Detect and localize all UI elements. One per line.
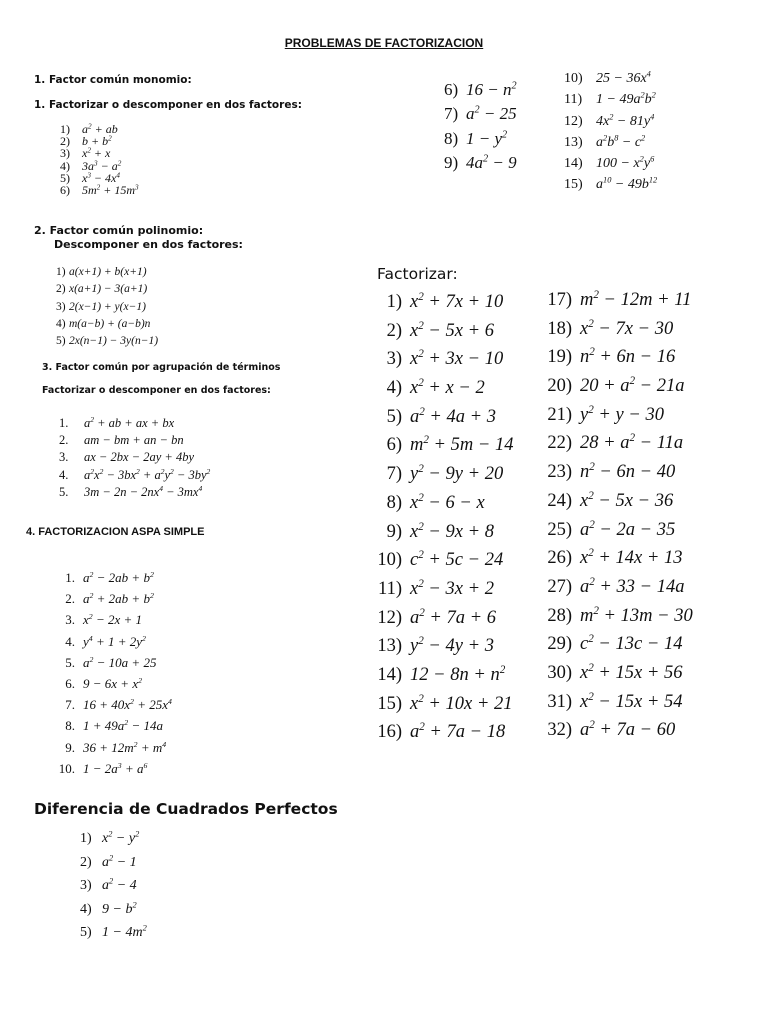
item-number: 13) <box>564 134 583 150</box>
item-number: 27) <box>547 576 572 597</box>
list-item <box>530 630 693 659</box>
list-item <box>80 898 147 922</box>
item-expression: $a^2 - 25$ <box>466 104 517 124</box>
item-number: 8) <box>386 492 402 513</box>
item-expression: $a^2b^8 - c^2$ <box>596 133 646 150</box>
item-number: 3. <box>59 450 69 465</box>
list-item <box>530 401 693 430</box>
item-number: 15) <box>377 693 402 714</box>
item-expression: $9 - 6x + x^2$ <box>83 675 142 691</box>
item-number: 4) <box>56 317 66 330</box>
list-item <box>530 458 693 487</box>
list-item <box>80 921 147 945</box>
list-item <box>360 690 514 719</box>
item-number: 30) <box>547 662 572 683</box>
list-item <box>444 102 517 126</box>
item-number: 15) <box>564 177 583 193</box>
item-number: 6) <box>444 80 459 99</box>
item-number: 5) <box>386 406 402 427</box>
item-expression: $a^2$ + ab + ax + bx <box>84 415 175 430</box>
item-number: 2) <box>386 320 402 341</box>
list-item <box>530 516 693 545</box>
item-number: 10. <box>58 760 75 776</box>
item-number: 24) <box>547 490 572 511</box>
item-number: 31) <box>547 691 572 712</box>
list-item <box>59 449 210 466</box>
list-item <box>42 673 172 694</box>
item-expression: $x^2 + 15x + 56$ <box>580 661 683 683</box>
item-number: 4. <box>65 633 75 649</box>
list-item <box>56 264 158 281</box>
item-number: 3. <box>65 612 75 628</box>
item-number: 23) <box>547 462 572 483</box>
item-number: 4. <box>59 467 69 482</box>
list-item <box>360 546 514 575</box>
item-number: 12) <box>377 607 402 628</box>
list-item <box>530 372 693 401</box>
list-item <box>360 403 514 432</box>
item-number: 5. <box>59 484 69 499</box>
item-number: 18) <box>547 318 572 339</box>
item-number: 5) <box>80 925 92 940</box>
item-expression: $x^2 + 14x + 13$ <box>580 546 683 569</box>
item-expression: 2(x−1) + y(x−1) <box>69 300 146 313</box>
item-expression: $a^{10} - 49b^{12}$ <box>596 176 658 193</box>
item-expression: ax − 2bx − 2ay + 4by <box>84 450 194 465</box>
list-item <box>564 174 657 195</box>
list-item <box>530 286 693 315</box>
item-expression: $16 + 40x^2 + 25x^4$ <box>83 697 172 713</box>
item-expression: $16 - n^2$ <box>466 80 517 99</box>
factorizar-heading: Factorizar: <box>377 265 458 283</box>
page-title: PROBLEMAS DE FACTORIZACION <box>284 36 484 50</box>
item-number: 1) <box>80 831 92 846</box>
item-number: 2) <box>56 283 66 296</box>
item-expression: $c^2 - 13c - 14$ <box>580 633 683 655</box>
list-item <box>360 460 514 489</box>
item-expression: $n^2 - 6n - 40$ <box>580 460 676 483</box>
item-expression: $x^2 - 7x - 30$ <box>580 317 674 339</box>
item-number: 11) <box>564 92 583 108</box>
item-number: 5. <box>65 654 75 670</box>
item-expression: 2x(n−1) − 3y(n−1) <box>69 335 159 348</box>
section4-heading: 4. FACTORIZACION ASPA SIMPLE <box>26 526 205 538</box>
item-number: 6. <box>65 675 75 691</box>
item-number: 6) <box>60 182 70 197</box>
section4-list <box>42 567 172 779</box>
item-number: 14) <box>564 156 583 172</box>
list-item <box>42 694 172 715</box>
item-expression: $a^2 + 7a - 18$ <box>410 721 506 743</box>
list-item <box>444 127 517 151</box>
item-expression: $x^2 - 5x - 36$ <box>580 489 674 511</box>
item-number: 10) <box>377 550 402 571</box>
item-number: 2. <box>59 433 69 448</box>
item-number: 14) <box>377 664 402 685</box>
section1-heading: 1. Factor común monomio: <box>34 74 192 86</box>
item-number: 3) <box>386 349 402 370</box>
item-number: 7. <box>65 697 75 713</box>
item-expression: $x^2 - 6 - x$ <box>410 491 485 513</box>
item-expression: $a^2$ + ab <box>82 122 118 136</box>
list-item <box>360 431 514 460</box>
list-item <box>530 688 693 717</box>
item-expression: $a^2 + 7a - 60$ <box>580 719 676 741</box>
item-number: 4) <box>60 158 70 173</box>
item-expression: $x^3 - 4x^4$ <box>82 170 120 185</box>
section5-list <box>80 827 147 945</box>
list-item <box>444 78 517 102</box>
item-number: 17) <box>547 290 572 310</box>
list-item <box>56 333 158 350</box>
item-number: 32) <box>547 720 572 741</box>
item-expression: $b + b^2$ <box>82 134 112 149</box>
list-item <box>42 609 172 630</box>
list-item <box>80 851 147 875</box>
list-item <box>564 153 657 174</box>
item-expression: m(a−b) + (a−b)n <box>69 317 151 330</box>
item-expression: $y^2 + y - 30$ <box>580 403 664 425</box>
factorizar-list-left <box>360 288 514 747</box>
item-number: 9) <box>444 152 459 172</box>
item-expression: $5m^2 + 15m^3$ <box>82 182 139 197</box>
item-number: 1) <box>60 122 70 136</box>
item-expression: $x^2 - 9x + 8$ <box>410 520 494 542</box>
item-expression: $28 + a^2 - 11a$ <box>580 432 684 454</box>
list-item <box>59 467 210 484</box>
item-expression: $a^2x^2 - 3bx^2 + a^2y^2 - 3by^2$ <box>84 466 211 482</box>
difference-list-continued-1 <box>444 78 517 175</box>
section2-subheading: Descomponer en dos factores: <box>54 238 243 251</box>
item-number: 20) <box>547 376 572 397</box>
item-number: 13) <box>377 636 402 657</box>
item-expression: $a^2 + 2ab + b^2$ <box>83 591 154 607</box>
item-expression: $3m - 2n - 2nx^4 - 3mx^4$ <box>84 483 203 499</box>
item-expression: $1 + 49a^2 - 14a$ <box>83 718 163 734</box>
list-item <box>564 68 657 89</box>
item-expression: am − bm + an − bn <box>84 433 184 448</box>
list-item <box>530 343 693 372</box>
list-item <box>530 602 693 631</box>
item-number: 21) <box>547 404 572 425</box>
list-item <box>360 345 514 374</box>
list-item <box>80 874 147 898</box>
item-number: 6) <box>386 435 402 456</box>
list-item <box>360 661 514 690</box>
list-item <box>444 151 517 175</box>
list-item <box>360 288 514 317</box>
list-item <box>530 315 693 344</box>
list-item <box>59 415 210 432</box>
item-expression: $20 + a^2 - 21a$ <box>580 374 685 397</box>
item-number: 9) <box>386 521 402 542</box>
item-expression: $100 - x^2y^6$ <box>596 154 655 172</box>
item-expression: $x^2 + x - 2$ <box>410 376 485 399</box>
item-number: 3) <box>80 878 92 893</box>
item-expression: $25 - 36x^4$ <box>596 69 651 86</box>
section1-list <box>60 123 139 196</box>
section3-subheading: Factorizar o descomponer en dos factores: <box>42 385 271 396</box>
item-number: 22) <box>547 433 572 454</box>
item-number: 26) <box>547 548 572 569</box>
item-expression: $c^2 + 5c - 24$ <box>410 548 504 571</box>
list-item <box>60 160 139 172</box>
item-expression: $x^2 + 7x + 10$ <box>410 290 504 312</box>
item-number: 4) <box>386 378 402 399</box>
list-item <box>56 281 158 298</box>
item-expression: $n^2 + 6n - 16$ <box>580 346 676 368</box>
list-item <box>56 299 158 316</box>
list-item <box>530 544 693 573</box>
list-item <box>42 588 172 609</box>
list-item <box>360 718 514 747</box>
item-expression: $m^2 + 5m - 14$ <box>410 434 514 456</box>
item-expression: $m^2 + 13m - 30$ <box>580 604 693 626</box>
item-number: 7) <box>386 464 402 485</box>
item-number: 4) <box>80 901 92 917</box>
item-number: 1) <box>56 266 66 278</box>
item-number: 2) <box>80 854 92 870</box>
item-number: 11) <box>378 578 402 599</box>
item-expression: $a^2 - 10a + 25$ <box>83 654 157 670</box>
item-number: 16) <box>377 722 402 743</box>
list-item <box>42 737 172 758</box>
list-item <box>42 631 172 652</box>
item-expression: $m^2 - 12m + 11$ <box>580 288 692 310</box>
item-number: 7) <box>444 104 459 124</box>
item-expression: $12 - 8n + n^2$ <box>410 663 506 685</box>
item-expression: $x^2 - 3x + 2$ <box>410 577 494 599</box>
item-expression: $x^2 + x$ <box>82 146 111 161</box>
item-number: 19) <box>547 347 572 368</box>
item-number: 3) <box>60 146 70 161</box>
list-item <box>530 659 693 688</box>
item-expression: $4x^2 - 81y^4$ <box>596 112 655 129</box>
section3-list <box>59 415 210 501</box>
difference-list-continued-2 <box>564 68 657 196</box>
list-item <box>564 111 657 132</box>
item-number: 29) <box>547 634 572 655</box>
list-item <box>360 518 514 547</box>
list-item <box>56 316 158 333</box>
item-expression: $y^4 + 1 + 2y^2$ <box>83 633 146 649</box>
item-expression: $a^2 + 4a + 3$ <box>410 405 497 427</box>
section1-subheading: 1. Factorizar o descomponer en dos factores: <box>34 99 302 111</box>
item-expression: $x^2 - 2x + 1$ <box>83 612 143 628</box>
list-item <box>530 429 693 458</box>
item-expression: $a^2 + 33 - 14a$ <box>580 575 685 597</box>
list-item <box>530 487 693 516</box>
item-number: 12) <box>564 113 583 129</box>
item-expression: $x^2 + 10x + 21$ <box>410 692 513 714</box>
section5-heading: Diferencia de Cuadrados Perfectos <box>34 800 338 818</box>
item-number: 10) <box>564 71 583 86</box>
item-expression: $a^2 - 4$ <box>102 876 137 893</box>
item-expression: $9 - b^2$ <box>102 900 137 917</box>
list-item <box>42 567 172 588</box>
list-item <box>60 184 139 196</box>
list-item <box>360 317 514 346</box>
list-item <box>360 632 514 661</box>
list-item <box>360 489 514 518</box>
item-number: 1) <box>386 292 402 312</box>
list-item <box>360 575 514 604</box>
list-item <box>80 827 147 851</box>
item-expression: $36 + 12m^2 + m^4$ <box>83 739 167 755</box>
list-item <box>42 715 172 736</box>
item-expression: $y^2 - 9y + 20$ <box>410 462 504 485</box>
list-item <box>564 132 657 153</box>
section2-list <box>56 264 158 350</box>
item-expression: $y^2 - 4y + 3$ <box>410 635 494 657</box>
item-number: 8. <box>65 718 75 734</box>
list-item <box>42 758 172 779</box>
item-expression: $a^2 + 7a + 6$ <box>410 606 497 628</box>
list-item <box>59 484 210 501</box>
item-number: 5) <box>60 170 70 185</box>
item-expression: $1 - 2a^3 + a^6$ <box>83 760 148 776</box>
list-item <box>530 573 693 602</box>
section2-heading: 2. Factor común polinomio: <box>34 224 204 237</box>
list-item <box>564 89 657 110</box>
item-number: 25) <box>547 519 572 540</box>
item-expression: $x^2 - 15x + 54$ <box>580 690 683 712</box>
item-expression: $x^2 + 3x - 10$ <box>410 348 504 370</box>
item-expression: a(x+1) + b(x+1) <box>69 266 147 278</box>
item-expression: $4a^2 - 9$ <box>466 152 517 172</box>
factorizar-list-right <box>530 286 693 745</box>
item-number: 1. <box>65 570 75 585</box>
item-number: 3) <box>56 300 66 313</box>
item-number: 5) <box>56 335 66 348</box>
item-expression: x(a+1) − 3(a+1) <box>69 283 148 296</box>
section3-heading: 3. Factor común por agrupación de términos <box>42 362 281 373</box>
item-number: 2) <box>60 134 70 149</box>
item-expression: $3a^3 - a^2$ <box>82 158 122 173</box>
item-expression: $1 - 49a^2b^2$ <box>596 90 656 108</box>
list-item <box>59 432 210 449</box>
item-expression: $a^2 - 1$ <box>102 853 137 870</box>
list-item <box>360 374 514 403</box>
item-expression: $a^2 - 2a - 35$ <box>580 518 676 540</box>
item-number: 9. <box>65 739 75 755</box>
item-expression: $1 - y^2$ <box>466 128 508 148</box>
item-expression: $1 - 4m^2$ <box>102 923 147 940</box>
item-number: 8) <box>444 128 459 148</box>
item-number: 28) <box>547 605 572 626</box>
item-expression: $x^2 - y^2$ <box>102 829 140 846</box>
item-expression: $x^2 - 5x + 6$ <box>410 319 494 341</box>
list-item <box>530 716 693 745</box>
list-item <box>42 652 172 673</box>
list-item <box>60 147 139 159</box>
item-expression: $a^2 - 2ab + b^2$ <box>83 569 154 585</box>
item-number: 2. <box>65 591 75 607</box>
item-number: 1. <box>59 416 69 430</box>
list-item <box>360 604 514 633</box>
